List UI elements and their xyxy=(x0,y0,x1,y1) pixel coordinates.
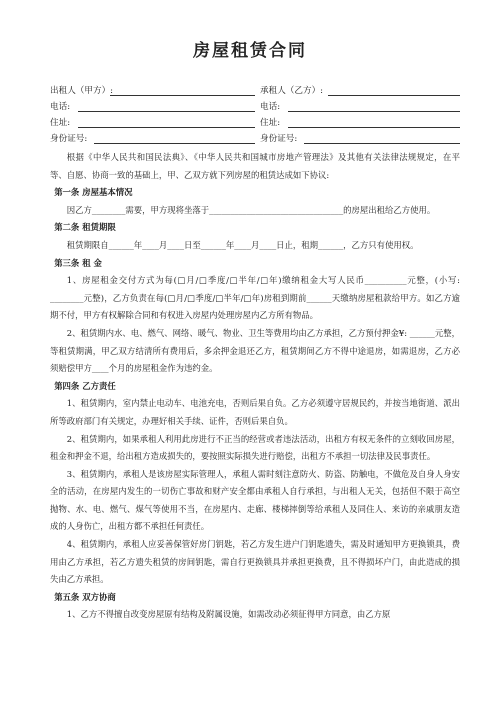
body-paragraph: 3、租赁期内，承租人是该房屋实际管理人，承租人需时刻注意防火、防盗、防触电，不做危及自身人身安全的活动，在房屋内发生的一切伤亡事故和财产安全都由承租人自行承担，与出租人无关，包括但不限于高空抛物、水、电、燃气、煤气等使用不当，在房屋内、走廊、楼梯摔倒等给承租人及同住人、来访的亲戚朋友造成的人身伤亡，出租方都不承担任何责任。 xyxy=(50,468,460,532)
lessee-label: 承租人（乙方）: xyxy=(260,86,324,96)
body-paragraph: 4、租赁期内，承租人应妥善保管好房门钥匙，若乙方发生进户门钥匙遗失，需及时通知甲方更换锁具，费用由乙方承担，若乙方遗失租赁的房间钥匙，需自行更换锁具并承担更换费，且不得损坏户门，由此造成的损失由乙方承担。 xyxy=(50,539,460,585)
body-paragraph: 因乙方________需要，甲方现将坐落于________________________________的房屋出租给乙方使用。 xyxy=(66,204,436,215)
id-label-a: 身份证号: xyxy=(50,134,88,144)
phone-blank-b[interactable] xyxy=(288,111,460,112)
id-row xyxy=(50,130,460,148)
contract-body xyxy=(50,149,460,624)
body-paragraph: 2、租赁期内水、电、燃气、网络、暖气、物业、卫生等费用均由乙方承担，乙方预付押金¥: ______元整，等租赁期满，甲乙双方结清所有费用后，多余押金退还乙方，租赁期间乙方不得中途退房，如需退房，乙方必须赔偿甲方____个月的房屋租金作为违约金。 xyxy=(50,327,460,374)
id-label-b: 身份证号: xyxy=(260,134,298,144)
address-label-b: 住址: xyxy=(260,118,281,128)
body-paragraph: 1、乙方不得擅自改变房屋原有结构及附属设施，如需改动必须征得甲方同意，由乙方原 xyxy=(66,609,391,620)
id-blank-a[interactable] xyxy=(94,143,255,144)
section-heading: 第五条 双方协商 xyxy=(54,591,116,602)
body-paragraph: 根据《中华人民共和国民法典》、《中华人民共和国城市房地产管理法》及其他有关法律法规规定，在平等、自愿、协商一致的基础上，甲、乙双方就下列房屋的租赁达成如下协议: xyxy=(50,152,460,180)
id-blank-b[interactable] xyxy=(304,143,460,144)
id-field-b xyxy=(260,130,460,148)
section-heading: 第一条 房屋基本情况 xyxy=(54,187,133,198)
section-heading: 第四条 乙方责任 xyxy=(54,380,116,391)
body-paragraph: 2、租赁期内，如果承租人利用此房进行不正当的经营或者违法活动，出租方有权无条件的立刻收回房屋，租金和押金不退，给出租方造成损失的，要按照实际损失进行赔偿，出租方不承担一切法律及民事责任。 xyxy=(50,433,460,462)
lessor-label: 出租人（甲方）: xyxy=(50,86,114,96)
phone-label-a: 电话: xyxy=(50,102,71,112)
phone-blank-a[interactable] xyxy=(78,111,255,112)
address-blank-b[interactable] xyxy=(288,127,460,128)
document-title: 房屋租赁合同 xyxy=(193,41,307,61)
address-label-a: 住址: xyxy=(50,118,71,128)
address-blank-a[interactable] xyxy=(78,127,255,128)
lessee-blank[interactable] xyxy=(328,95,460,96)
section-heading: 第二条 租赁期限 xyxy=(54,222,116,233)
body-paragraph: 1、房屋租金交付方式为每(□月/□季度/□半年/□年)缴纳租金大写人民币__________元整，(小写: ________元整)，乙方负责在每(□月/□季度/□半年/□年)房租到期前______天缴纳房屋租款给甲方。如乙方逾期不付，甲方有权解除合同和有权进入房屋内处理房屋内乙方所有物品。 xyxy=(50,275,460,321)
section-heading: 第三条 租 金 xyxy=(54,257,102,268)
phone-label-b: 电话: xyxy=(260,102,281,112)
lessor-blank[interactable] xyxy=(110,95,255,96)
body-paragraph: 租赁期限自______年____月____日至______年____月____日止，租期______，乙方只有使用权。 xyxy=(66,239,419,250)
id-field-a xyxy=(50,130,255,148)
body-paragraph: 1、租赁期内，室内禁止电动车、电池充电，否则后果自负。乙方必须遵守居规民约，并按当地街道、派出所等政府部门有关规定，办理好相关手续、证件，否则后果自负。 xyxy=(50,398,460,426)
